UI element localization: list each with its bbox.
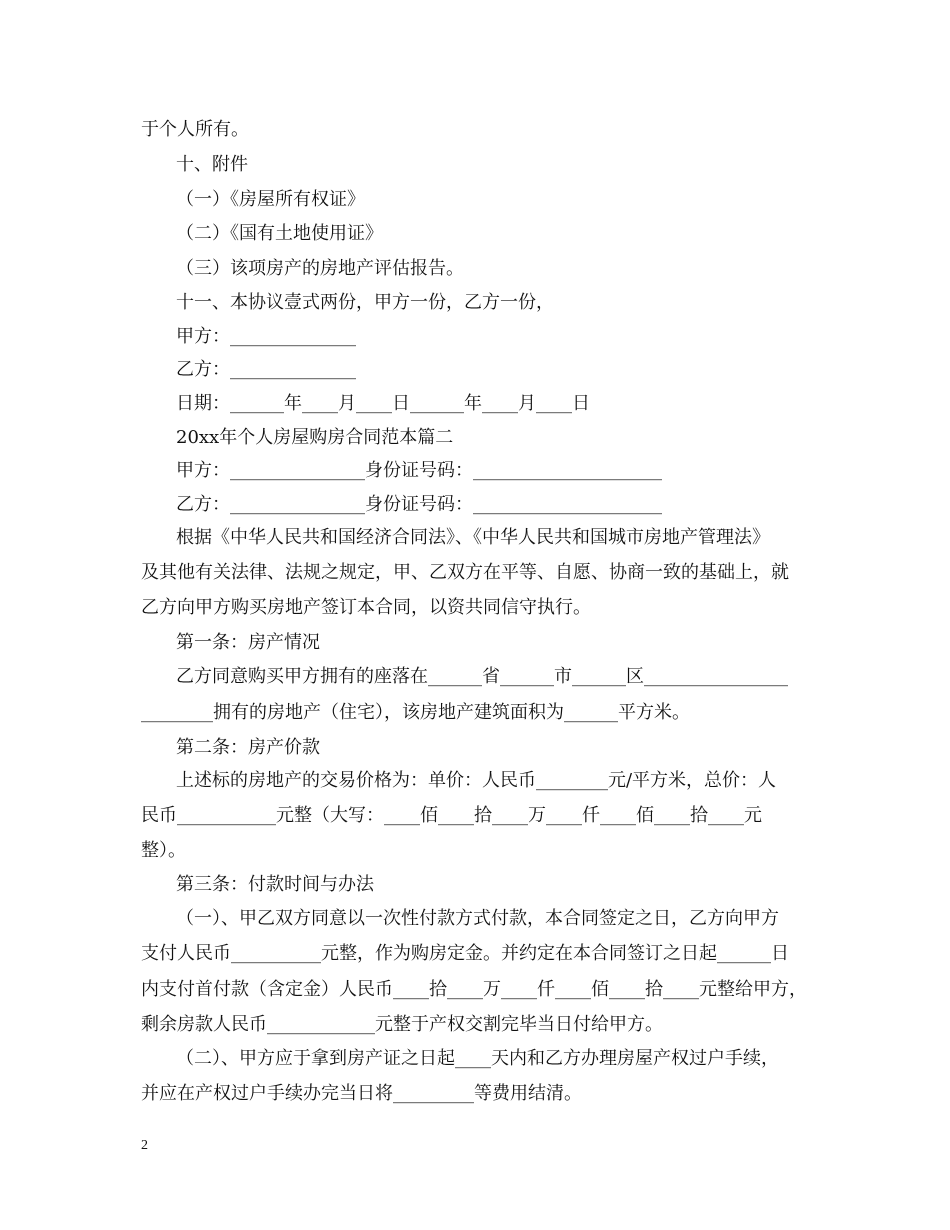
text-line: 乙方同意购买甲方拥有的座落在______省______市______区________________ — [176, 666, 788, 687]
party-a-line: 甲方：______________ — [176, 326, 356, 347]
article-heading: 第三条：付款时间与办法 — [176, 874, 374, 895]
text-line: ________拥有的房地产（住宅），该房地产建筑面积为______平方米。 — [141, 702, 690, 723]
text-line: （三）该项房产的房地产评估报告。 — [176, 258, 464, 279]
text-line: 并应在产权过户手续办完当日将_________等费用结清。 — [141, 1083, 582, 1104]
text-line: 内支付首付款（含定金）人民币____拾____万____仟____佰____拾____元整给甲方， — [141, 979, 807, 1000]
page-number: 2 — [141, 1138, 148, 1153]
text-line: 于个人所有。 — [141, 119, 249, 140]
text-line: （二）《国有土地使用证》 — [176, 223, 383, 244]
party-b-id-line: 乙方：_______________身份证号码：_____________________ — [176, 494, 662, 515]
document-title: 20xx年个人房屋购房合同范本篇二 — [176, 427, 454, 448]
text-line: 上述标的房地产的交易价格为：单价：人民币________元/平方米，总价：人 — [176, 770, 777, 791]
article-heading: 第二条：房产价款 — [176, 737, 320, 758]
text-line: 及其他有关法律、法规之规定，甲、乙双方在平等、自愿、协商一致的基础上，就 — [141, 562, 789, 583]
article-heading: 第一条：房产情况 — [176, 632, 320, 653]
party-a-id-line: 甲方：_______________身份证号码：_____________________ — [176, 460, 662, 481]
text-line: （一）、甲乙双方同意以一次性付款方式付款，本合同签定之日，乙方向甲方 — [176, 908, 779, 929]
text-line: 整）。 — [141, 840, 186, 861]
text-line: 民币___________元整（大写：____佰____拾____万____仟____佰____拾____元 — [141, 805, 762, 826]
text-line: 十一、本协议壹式两份，甲方一份，乙方一份， — [176, 292, 554, 313]
section-heading: 十、附件 — [176, 154, 248, 175]
text-line: 支付人民币__________元整，作为购房定金。并约定在本合同签订之日起______日 — [141, 943, 789, 964]
text-line: （一）《房屋所有权证》 — [176, 189, 365, 210]
text-line: 根据《中华人民共和国经济合同法》、《中华人民共和国城市房地产管理法》 — [176, 527, 770, 548]
text-line: 乙方向甲方购买房地产签订本合同，以资共同信守执行。 — [141, 597, 591, 618]
party-b-line: 乙方：______________ — [176, 359, 356, 380]
text-line: （二）、甲方应于拿到房产证之日起____天内和乙方办理房屋产权过户手续， — [176, 1048, 779, 1069]
date-line: 日期：______年____月____日______年____月____日 — [176, 393, 590, 414]
text-line: 剩余房款人民币____________元整于产权交割完毕当日付给甲方。 — [141, 1014, 663, 1035]
